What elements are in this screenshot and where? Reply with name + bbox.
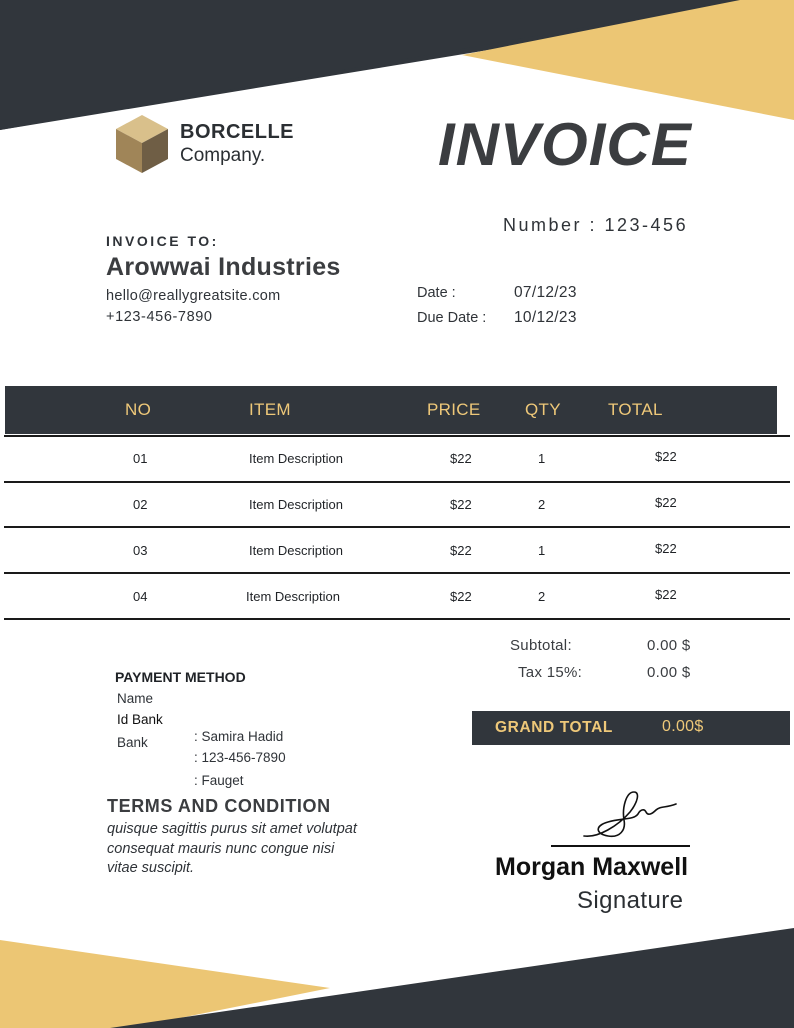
row-total: $22 <box>655 495 677 510</box>
company-name: BORCELLE <box>180 121 294 143</box>
date-label: Date : <box>417 285 456 301</box>
row-qty: 1 <box>538 451 546 466</box>
header-qty: QTY <box>525 400 561 419</box>
signer-name: Morgan Maxwell <box>495 853 689 881</box>
row-no: 04 <box>133 589 148 604</box>
row-item: Item Description <box>249 543 343 558</box>
grand-total-label: GRAND TOTAL <box>495 719 613 736</box>
row-total: $22 <box>655 449 677 464</box>
row-price: $22 <box>450 543 472 558</box>
date-value: 07/12/23 <box>514 284 577 301</box>
payment-name-value: : Samira Hadid <box>194 729 284 744</box>
client-phone: +123-456-7890 <box>106 309 213 325</box>
header-item: ITEM <box>249 400 291 419</box>
payment-id-label: Id Bank <box>117 712 163 727</box>
payment-method-title: PAYMENT METHOD <box>115 669 246 685</box>
row-no: 03 <box>133 543 148 558</box>
tax-label: Tax 15%: <box>518 664 583 681</box>
row-item: Item Description <box>246 589 340 604</box>
row-price: $22 <box>450 451 472 466</box>
row-item: Item Description <box>249 451 343 466</box>
payment-name-label: Name <box>117 691 154 706</box>
subtotal-label: Subtotal: <box>510 637 572 654</box>
row-qty: 1 <box>538 543 546 558</box>
client-email: hello@reallygreatsite.com <box>106 288 281 304</box>
signature-line <box>551 845 690 847</box>
signature-scribble-icon <box>578 786 682 842</box>
header-total: TOTAL <box>608 400 663 419</box>
subtotal-value: 0.00 $ <box>647 637 691 654</box>
row-price: $22 <box>450 497 472 512</box>
company-subtitle: Company. <box>180 145 266 166</box>
header-no: NO <box>125 400 152 419</box>
invoice-number: Number : 123-456 <box>503 215 689 235</box>
table-row <box>0 483 794 527</box>
due-date-label: Due Date : <box>417 310 487 326</box>
client-name: Arowwai Industries <box>106 253 341 281</box>
row-no: 02 <box>133 497 148 512</box>
header-price: PRICE <box>427 400 481 419</box>
table-row <box>0 529 794 573</box>
table-row <box>0 437 794 481</box>
bill-to-label: INVOICE TO: <box>106 233 219 249</box>
row-qty: 2 <box>538 497 546 512</box>
terms-body: quisque sagittis purus sit amet volutpat consequat mauris nunc congue nisi vitae suscipit. <box>107 821 357 876</box>
grand-total-value: 0.00$ <box>662 718 704 735</box>
row-total: $22 <box>655 541 677 556</box>
table-row <box>0 575 794 619</box>
row-no: 01 <box>133 451 148 466</box>
row-qty: 2 <box>538 589 546 604</box>
row-total: $22 <box>655 587 677 602</box>
row-price: $22 <box>450 589 472 604</box>
company-logo-cube-icon <box>116 115 168 173</box>
signature-caption: Signature <box>577 887 684 914</box>
payment-bank-value: : Fauget <box>194 773 244 788</box>
terms-title: TERMS AND CONDITION <box>107 796 331 816</box>
due-date-value: 10/12/23 <box>514 309 577 326</box>
row-item: Item Description <box>249 497 343 512</box>
payment-bank-label: Bank <box>117 735 148 750</box>
items-table-header <box>5 386 777 434</box>
tax-value: 0.00 $ <box>647 664 691 681</box>
grand-total-box <box>472 711 790 745</box>
document-title: INVOICE <box>438 111 692 178</box>
payment-id-value: : 123-456-7890 <box>194 750 286 765</box>
